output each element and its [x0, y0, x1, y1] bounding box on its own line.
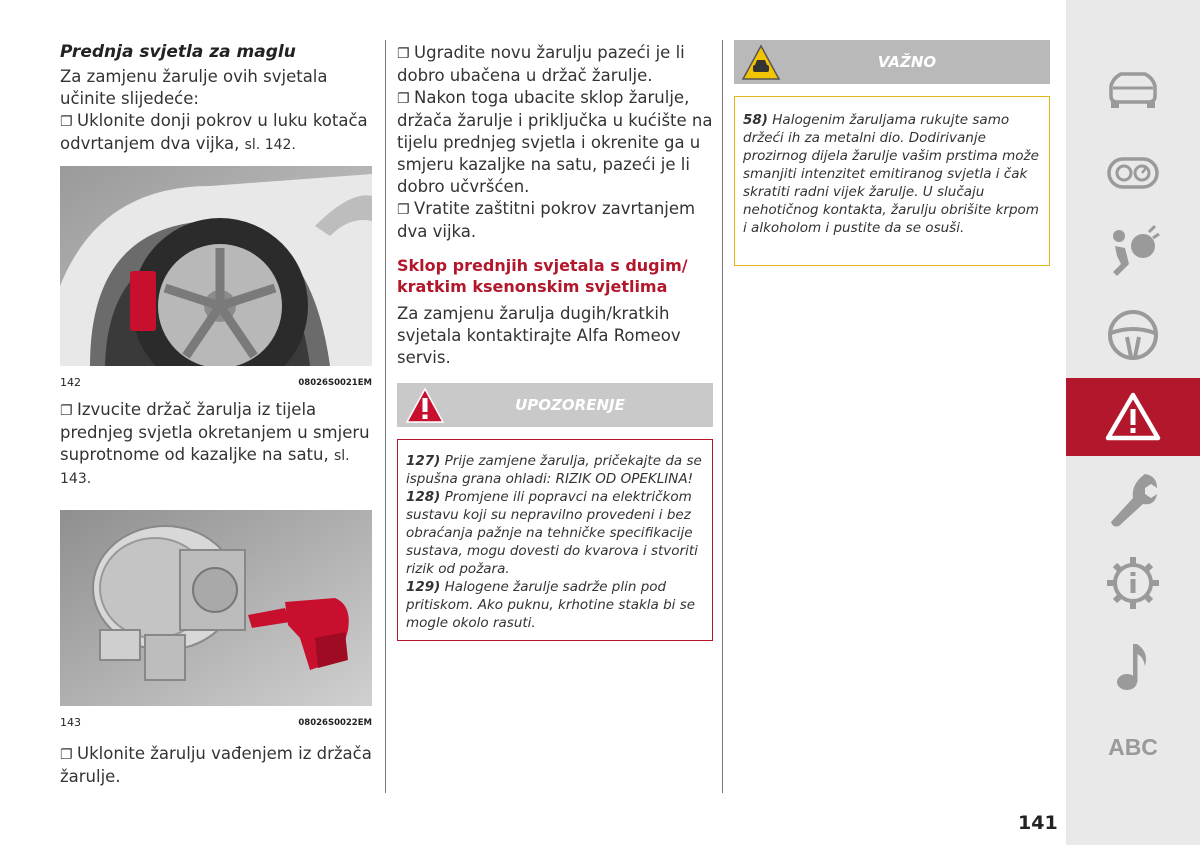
step-remove-holder: ❐ Izvucite držač žarulja iz tijela prednjeg svjetla okretanjem u smjeru suprotnome od kazaljke na satu, sl. 143. — [60, 399, 372, 490]
info-gear-icon[interactable] — [1066, 552, 1200, 614]
section-heading-xenon: Sklop prednjih svjetala s dugim/ kratkim ksenonskim svjetlima — [397, 256, 688, 296]
intro-text: Za zamjenu žarulje ovih svjetala učinite slijedeće: — [60, 67, 328, 108]
warning-item-129: 129) Halogene žarulje sadrže plin pod pritiskom. Ako puknu, krhotine stakla bi se mogle okolo rasuti. — [406, 579, 696, 631]
page-number: 141 — [1018, 812, 1058, 834]
figure-142-wheel-arch — [60, 166, 372, 366]
warning-triangle-icon[interactable] — [1066, 378, 1200, 456]
column-divider — [722, 40, 723, 793]
steering-wheel-icon[interactable] — [1066, 305, 1200, 365]
figure-142-caption: 142 08026S0021EM — [60, 376, 372, 389]
music-note-icon[interactable] — [1066, 636, 1200, 696]
car-icon[interactable] — [1066, 60, 1200, 116]
figure-143-bulb-holder — [60, 510, 372, 706]
chapter-sidebar — [1066, 0, 1200, 845]
middle-column — [397, 42, 713, 641]
warning-item-127: 127) Prije zamjene žarulja, pričekajte da se ispušna grana ohladi: RIZIK OD OPEKLINA! — [406, 453, 702, 487]
column-divider — [385, 40, 386, 793]
step-insert-assembly: ❐ Nakon toga ubacite sklop žarulje, držača žarulje i priključka u kućište na tijelu prednjeg svjetla i okrenite ga u smjeru kazaljke na satu, pazeći je li dobro učvršćen. — [397, 87, 713, 198]
step-remove-cover: ❐ Uklonite donji pokrov u luku kotača odvrtanjem dva vijka, sl. 142. — [60, 110, 372, 156]
step-refit-cover: ❐ Vratite zaštitni pokrov zavrtanjem dva vijka. — [397, 198, 713, 243]
abc-index-icon[interactable] — [1066, 725, 1200, 769]
warning-title: UPOZORENJE — [515, 396, 625, 414]
dashboard-icon[interactable] — [1066, 145, 1200, 201]
important-title: VAŽNO — [877, 53, 937, 71]
important-box: 58) Halogenim žaruljama rukujte samo držeći ih za metalni dio. Dodirivanje prozirnog dijela žarulje vašim prstima može smanjiti intenzitet emitiranog svjetla i čak skratiti radni vijek žarulje. U slučaju nehotičnog kontakta, žarulju obrišite krpom i alkoholom i pustite da se osuši. — [734, 96, 1050, 266]
warning-item-128: 128) Promjene ili popravci na električkom sustavu koji su nepravilno provedeni i bez obraćanja pažnje na tehničke specifikacije sustava, mogu dovesti do kvarova i stvoriti rizik od požara. — [406, 489, 698, 577]
step-remove-bulb: ❐ Uklonite žarulju vađenjem iz držača žarulje. — [60, 743, 372, 788]
abc-label: ABC — [1108, 733, 1158, 760]
step-install-bulb: ❐ Ugradite novu žarulju pazeći je li dobro ubačena u držač žarulje. — [397, 42, 713, 87]
section-heading-fog-lights: Prednja svjetla za maglu — [60, 42, 296, 62]
airbag-icon[interactable] — [1066, 222, 1200, 282]
warning-box — [397, 439, 713, 641]
xenon-text: Za zamjenu žarulja dugih/kratkih svjetala kontaktirajte Alfa Romeov servis. — [397, 304, 681, 367]
warning-banner — [397, 383, 713, 427]
right-column — [734, 40, 1050, 266]
important-banner — [734, 40, 1050, 84]
figure-143-caption: 143 08026S0022EM — [60, 716, 372, 729]
left-column — [60, 42, 372, 788]
wrench-icon[interactable] — [1066, 470, 1200, 530]
